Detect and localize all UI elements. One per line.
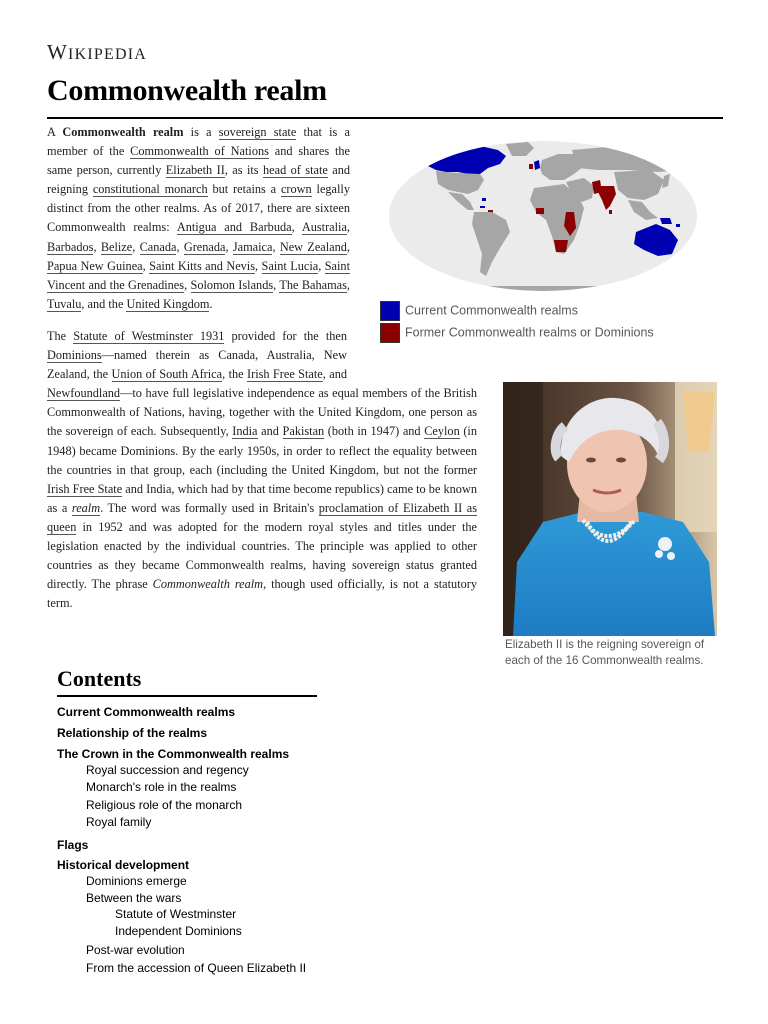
link-solomon-islands[interactable]: Solomon Islands (190, 277, 274, 292)
land-solomon (676, 224, 680, 227)
commonwealth-world-map (388, 140, 698, 292)
toc-item-royal-family[interactable]: Royal family (86, 815, 152, 829)
history-paragraph: The Statute of Westminster 1931 provided for the then Dominions—named therein as Canada, Australia, New Zealand, the Union of South Africa, the Irish Free State, and Newfoundland—to have full legislative independence as equal members of the British Commonwealth of Nations, having, together with the United Kingdom, one person as the sovereign of each. Subsequently, India and Pakistan (both in 1947) and Ceylon (in 1948) became Dominions. By the early 1950s, in order to reflect the equality between the countries in that group, each (including the United Kingdom, but not the former Irish Free State and India, which had by that time become republics) came to be known as a realm. The word was formally used in Britain's proclamation of Elizabeth II as queen in 1952 and was adopted for the modern royal styles and titles under the legislation enacted by the individual countries. The principle was applied to other countries as they became Commonwealth realms, having sovereign status granted directly. The phrase Commonwealth realm, though used officially, is not a statutory term. (47, 329, 478, 611)
land-antarctica (408, 286, 678, 292)
link-realm[interactable]: realm (71, 500, 101, 515)
land-bahamas (482, 198, 486, 201)
legend-swatch-current (380, 301, 400, 321)
land-png (660, 218, 672, 224)
toc-item-relationship[interactable]: Relationship of the realms (57, 726, 208, 740)
link-canada[interactable]: Canada (139, 239, 177, 254)
link-constitutional-monarch[interactable]: constitutional monarch (92, 182, 208, 197)
page-title: Commonwealth realm (47, 74, 327, 107)
land-ireland (529, 164, 533, 169)
link-india[interactable]: India (232, 424, 258, 439)
land-sri-lanka (609, 210, 612, 214)
link-elizabeth-ii[interactable]: Elizabeth II (165, 163, 225, 178)
link-tuvalu[interactable]: Tuvalu (47, 296, 82, 311)
toc-item-independent-dominions[interactable]: Independent Dominions (115, 924, 242, 938)
land-jamaica (480, 206, 485, 208)
link-the-bahamas[interactable]: The Bahamas (279, 277, 347, 292)
toc-item-flags[interactable]: Flags (57, 838, 89, 852)
link-jamaica[interactable]: Jamaica (232, 239, 273, 254)
link-pakistan[interactable]: Pakistan (282, 424, 325, 439)
link-statute-of-westminster[interactable]: Statute of Westminster 1931 (73, 329, 225, 343)
title-divider (47, 117, 723, 119)
link-antigua-and-barbuda[interactable]: Antigua and Barbuda (176, 220, 292, 235)
land-new-zealand (684, 250, 690, 264)
link-irish-free-state[interactable]: Irish Free State (247, 367, 323, 382)
link-dominions[interactable]: Dominions (47, 348, 102, 363)
link-united-kingdom[interactable]: United Kingdom (126, 296, 210, 311)
link-ceylon[interactable]: Ceylon (424, 424, 460, 439)
link-crown[interactable]: crown (280, 182, 312, 197)
toc-item-between-the-wars[interactable]: Between the wars (86, 891, 182, 905)
link-commonwealth-of-nations[interactable]: Commonwealth of Nations (130, 144, 269, 159)
bold-term: Commonwealth realm (62, 125, 184, 139)
link-australia[interactable]: Australia (301, 220, 347, 235)
link-head-of-state[interactable]: head of state (263, 163, 328, 178)
link-sovereign-state[interactable]: sovereign state (218, 125, 297, 139)
toc-item-royal-succession[interactable]: Royal succession and regency (86, 763, 249, 777)
toc-item-post-war-evolution[interactable]: Post-war evolution (86, 943, 185, 957)
link-belize[interactable]: Belize (100, 239, 133, 254)
float-spacer (347, 327, 477, 384)
link-papua-new-guinea[interactable]: Papua New Guinea (47, 258, 143, 273)
link-grenada[interactable]: Grenada (183, 239, 226, 254)
toc-item-historical-development[interactable]: Historical development (57, 858, 190, 872)
link-union-of-south-africa[interactable]: Union of South Africa (111, 367, 223, 382)
toc-title: Contents (57, 666, 142, 691)
photo-caption: Elizabeth II is the reigning sovereign of each of the 16 Commonwealth realms. (505, 638, 705, 667)
link-newfoundland[interactable]: Newfoundland (47, 386, 121, 401)
toc-item-monarch-role[interactable]: Monarch's role in the realms (86, 780, 237, 794)
toc-item-the-crown[interactable]: The Crown in the Commonwealth realms (57, 747, 290, 761)
land-south-africa (554, 240, 568, 252)
intro-paragraph: A Commonwealth realm is a sovereign state that is a member of the Commonwealth of Nations and shares the same person, currently Elizabeth II, as its head of state and reigning constitutional monarch but retains a crown legally distinct from the other realms. As of 2017, there are sixteen Commonwealth realms: Antigua and Barbuda, Australia, Barbados, Belize, Canada, Grenada, Jamaica, New Zealand, Papua New Guinea, Saint Kitts and Nevis, Saint Lucia, Saint Vincent and the Grenadines, Solomon Islands, The Bahamas, Tuvalu, and the United Kingdom. (47, 125, 351, 311)
link-barbados[interactable]: Barbados (47, 239, 94, 254)
link-irish-free-state-2[interactable]: Irish Free State (47, 481, 123, 496)
legend-former: Former Commonwealth realms or Dominions (380, 323, 654, 343)
toc-divider (57, 695, 317, 697)
elizabeth-ii-photo[interactable] (503, 382, 717, 636)
link-saint-vincent[interactable]: Saint Vincent and the Grenadines (47, 258, 350, 292)
link-proclamation[interactable]: proclamation of Elizabeth II as queen (47, 500, 477, 534)
toc-item-statute-of-westminster[interactable]: Statute of Westminster (115, 907, 237, 921)
toc-item-religious-role[interactable]: Religious role of the monarch (86, 798, 243, 812)
land-russia (572, 146, 688, 172)
legend-current: Current Commonwealth realms (380, 301, 578, 321)
toc-item-current-realms[interactable]: Current Commonwealth realms (57, 705, 236, 719)
wikipedia-logo[interactable]: WIKIPEDIA (47, 40, 148, 64)
link-saint-lucia[interactable]: Saint Lucia (261, 258, 319, 273)
land-west-africa-former (536, 208, 544, 214)
link-new-zealand[interactable]: New Zealand (279, 239, 347, 254)
toc-item-from-accession[interactable]: From the accession of Queen Elizabeth II (86, 961, 307, 975)
link-saint-kitts-and-nevis[interactable]: Saint Kitts and Nevis (149, 258, 256, 273)
toc-item-dominions-emerge[interactable]: Dominions emerge (86, 874, 187, 888)
